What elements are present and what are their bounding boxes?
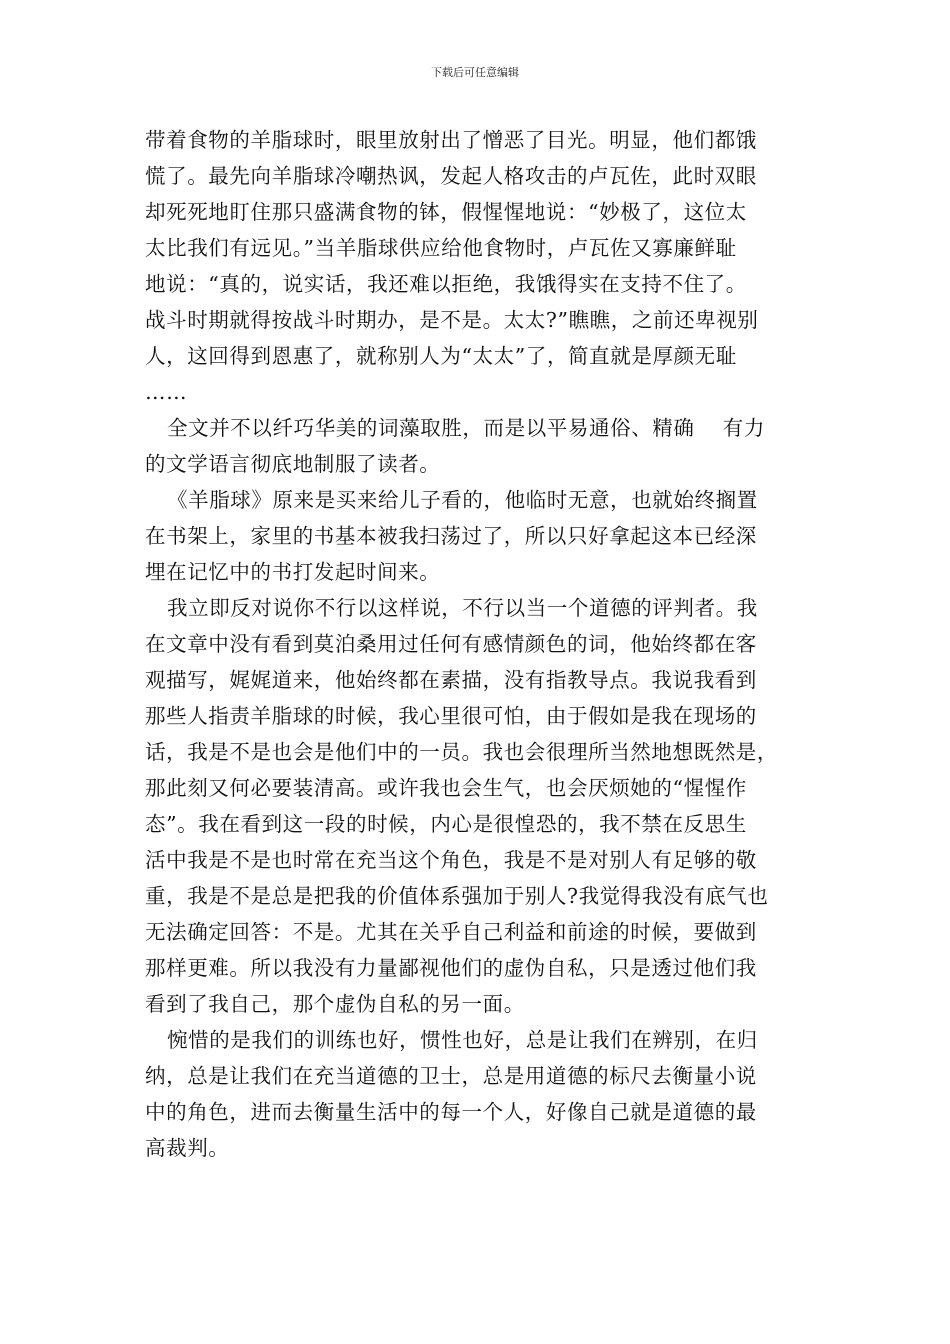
text-line: 纳，总是让我们在充当道德的卫士，总是用道德的标尺去衡量小说 [145,1064,757,1088]
text-line: 观描写，娓娓道来，他始终都在素描，没有指教导点。我说我看到 [145,668,757,692]
document-body [145,122,825,1166]
text-line: 无法确定回答：不是。尤其在关乎自己利益和前途的时候，要做到 [145,920,757,944]
text-line: 太比我们有远见。”当羊脂球供应给他食物时，卢瓦佐又寡廉鲜耻 [145,236,737,260]
text-line: 态”。我在看到这一段的时候，内心是很惶恐的，我不禁在反思生 [145,812,747,836]
paragraph-4 [145,590,825,1022]
text-line: 埋在记忆中的书打发起时间来。 [145,560,441,584]
paragraph-3 [145,482,825,590]
text-line: 重，我是不是总是把我的价值体系强加于别人?我觉得我没有底气也 [145,884,769,908]
text-line: 人，这回得到恩惠了，就称别人为“太太”了，简直就是厚颜无耻 [145,344,737,368]
text-line: 那样更难。所以我没有力量鄙视他们的虚伪自私，只是透过他们我 [145,956,757,980]
paragraph-2 [145,410,825,482]
text-line: 地说：“真的，说实话，我还难以拒绝，我饿得实在支持不住了。 [145,272,747,296]
text-line: 那此刻又何必要装清高。或许我也会生气，也会厌烦她的“惺惺作 [145,776,747,800]
text-line: 却死死地盯住那只盛满食物的钵，假惺惺地说：“妙极了，这位太 [145,200,747,224]
page-header: 下载后可任意编辑 [431,66,519,79]
text-line: 我立即反对说你不行以这样说，不行以当一个道德的评判者。我 [167,596,758,620]
text-line: 《羊脂球》原来是买来给儿子看的，他临时无意，也就始终搁置 [167,488,758,512]
paragraph-5 [145,1022,825,1166]
text-line: 全文并不以纤巧华美的词藻取胜，而是以平易通俗、精确 有力 [167,416,765,440]
text-line: 话，我是不是也会是他们中的一员。我也会很理所当然地想既然是， [145,740,778,764]
text-line: 中的角色，进而去衡量生活中的每一个人，好像自己就是道德的最 [145,1100,757,1124]
text-line: 惋惜的是我们的训练也好，惯性也好，总是让我们在辨别，在归 [167,1028,758,1052]
text-line: 看到了我自己，那个虚伪自私的另一面。 [145,992,525,1016]
text-line: 战斗时期就得按战斗时期办，是不是。太太?”瞧瞧，之前还卑视别 [145,308,759,332]
text-line: 在书架上，家里的书基本被我扫荡过了，所以只好拿起这本已经深 [145,524,757,548]
text-line: 在文章中没有看到莫泊桑用过任何有感情颜色的词，他始终都在客 [145,632,757,656]
text-line: 那些人指责羊脂球的时候，我心里很可怕，由于假如是我在现场的 [145,704,757,728]
text-line: 活中我是不是也时常在充当这个角色，我是不是对别人有足够的敬 [145,848,757,872]
text-line: 高裁判。 [145,1136,230,1160]
text-line: 慌了。最先向羊脂球冷嘲热讽，发起人格攻击的卢瓦佐，此时双眼 [145,164,757,188]
text-line: 带着食物的羊脂球时，眼里放射出了憎恶了目光。明显，他们都饿 [145,128,757,152]
paragraph-1 [145,122,825,410]
text-line: …… [145,380,188,404]
text-line: 的文学语言彻底地制服了读者。 [145,452,441,476]
